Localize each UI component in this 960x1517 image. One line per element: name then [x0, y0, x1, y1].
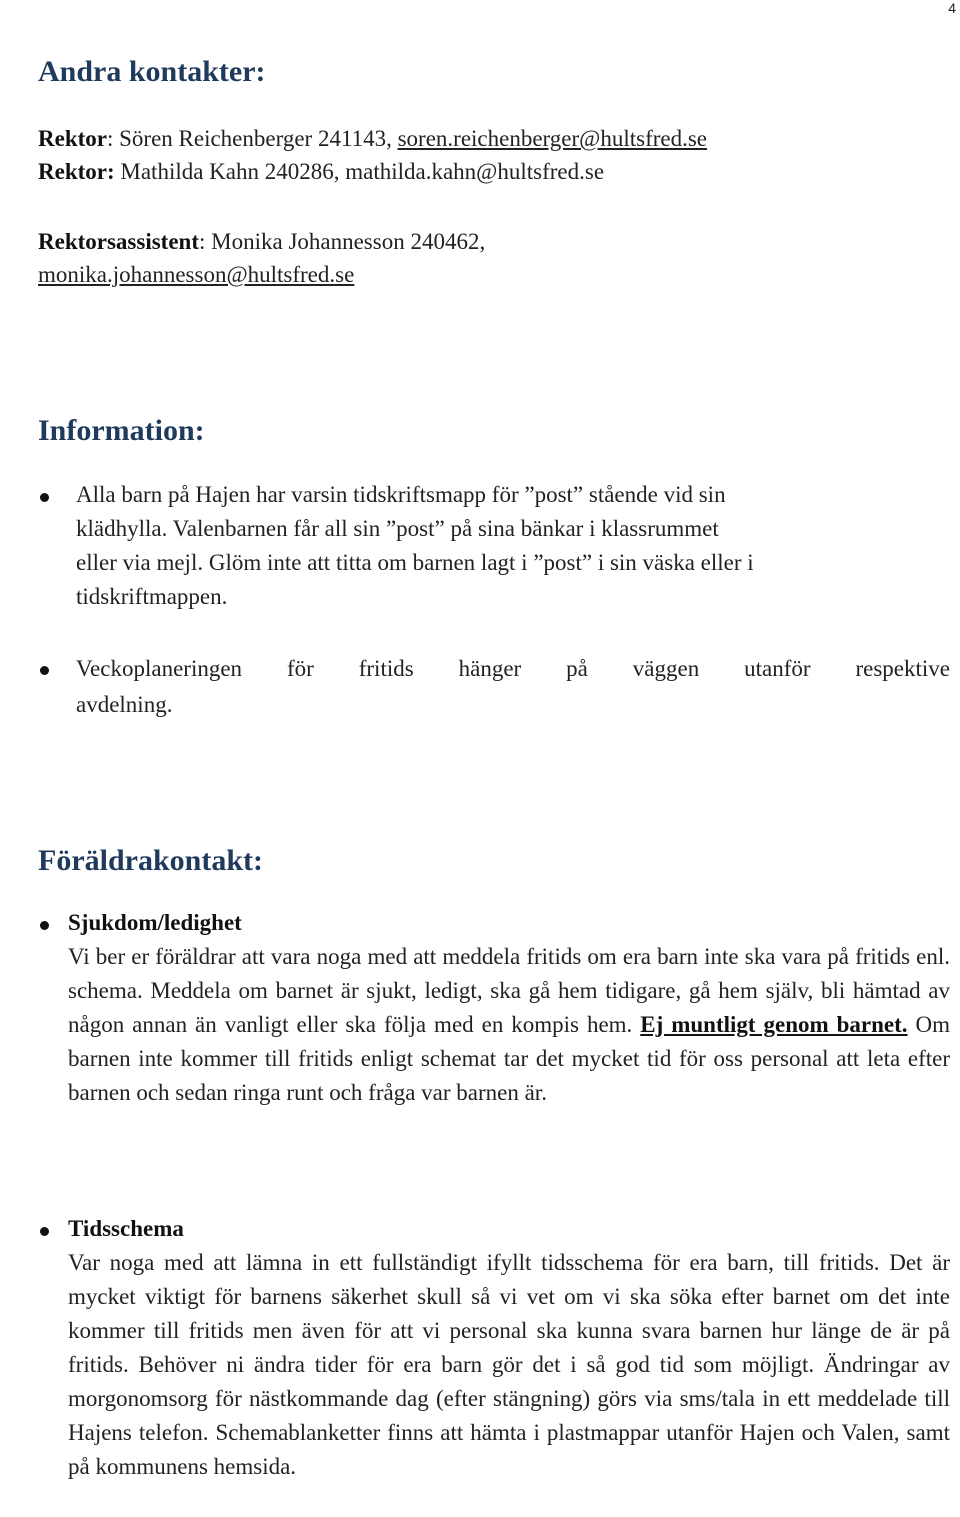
parent-contact-heading: Föräldrakontakt: [38, 844, 263, 877]
tidsschema-text: Var noga med att lämna in ett fullständigt ifyllt tidsschema för era barn, till fritids. Det är mycket viktigt för barnens säkerhet skull så vi vet om vi ska söka efter barnet om det inte kommer till fritids men även för att vi personal ska kunna svara barnen hur länge de är på fritids. Behöver ni ändra tider för era barn gör det i så god tid som möjligt. Ändringar av morgonomsorg för nästkommande dag (efter stängning) görs via sms/tala in ett meddelade till Hajens telefon. Schemablanketter finns att hämta i plastmappar utanför Hajen och Valen, samt på kommunens hemsida. [68, 1250, 950, 1479]
info-bullet-1-text [76, 478, 754, 614]
rektor-1-line [38, 124, 707, 154]
sjukdom-emphasis: Ej muntligt genom barnet. [640, 1012, 908, 1037]
info-bullet-2-text [76, 651, 950, 723]
rektor-1-label: Rektor [38, 126, 107, 151]
rektor-1-text: Sören Reichenberger 241143, [119, 126, 398, 151]
assistent-email-line [38, 260, 354, 290]
info-bullet-1-line-2: klädhylla. Valenbarnen får all sin ”post” på sina bänkar i klassrummet [76, 516, 719, 541]
information-heading: Information: [38, 414, 205, 447]
info-bullet-1-line-4: tidskriftmappen. [76, 584, 228, 609]
bullet-icon [40, 666, 49, 675]
rektor-1-email[interactable]: soren.reichenberger@hultsfred.se [397, 126, 708, 151]
info-bullet-2-line-2: avdelning. [76, 692, 173, 717]
rektor-2-text: Mathilda Kahn 240286, mathilda.kahn@hultsfred.se [114, 159, 605, 184]
sjukdom-text-before: Vi ber er föräldrar att vara noga med att meddela fritids om era barn inte ska vara på fritids enl. schema. Meddela om barnet är sjukt, ledigt, ska gå hem tidigare, gå hem själv, bli hämtad av någon annan än vanligt eller ska följa med en kompis hem. [68, 944, 950, 1037]
assistent-label: Rektorsassistent [38, 229, 199, 254]
page-number: 4 [948, 0, 956, 16]
rektor-1-sep: : [106, 126, 120, 151]
bullet-icon [40, 921, 49, 930]
assistent-text: : Monika Johannesson 240462, [199, 229, 486, 254]
sjukdom-text [68, 940, 950, 1110]
tidsschema-block [68, 1212, 950, 1484]
contacts-heading: Andra kontakter: [38, 55, 266, 88]
assistent-line [38, 227, 485, 257]
bullet-icon [40, 1227, 49, 1236]
sjukdom-text-after: Om barnen inte kommer till fritids enligt schemat tar det mycket tid för oss personal att leta efter barnen och sedan ringa runt och fråga var barnen är. [68, 1012, 951, 1105]
sjukdom-block [68, 906, 950, 1110]
rektor-2-line [38, 157, 604, 187]
assistent-email[interactable]: monika.johannesson@hultsfred.se [38, 262, 355, 287]
info-bullet-2-line-1: Veckoplaneringen för fritids hänger på väggen utanför respektive [76, 656, 950, 681]
rektor-2-label: Rektor: [38, 159, 115, 184]
info-bullet-1-line-1: Alla barn på Hajen har varsin tidskriftsmapp för ”post” stående vid sin [76, 482, 726, 507]
sjukdom-title: Sjukdom/ledighet [68, 910, 242, 935]
tidsschema-title: Tidsschema [68, 1216, 184, 1241]
info-bullet-1-line-3: eller via mejl. Glöm inte att titta om barnen lagt i ”post” i sin väska eller i [76, 550, 754, 575]
bullet-icon [40, 493, 49, 502]
